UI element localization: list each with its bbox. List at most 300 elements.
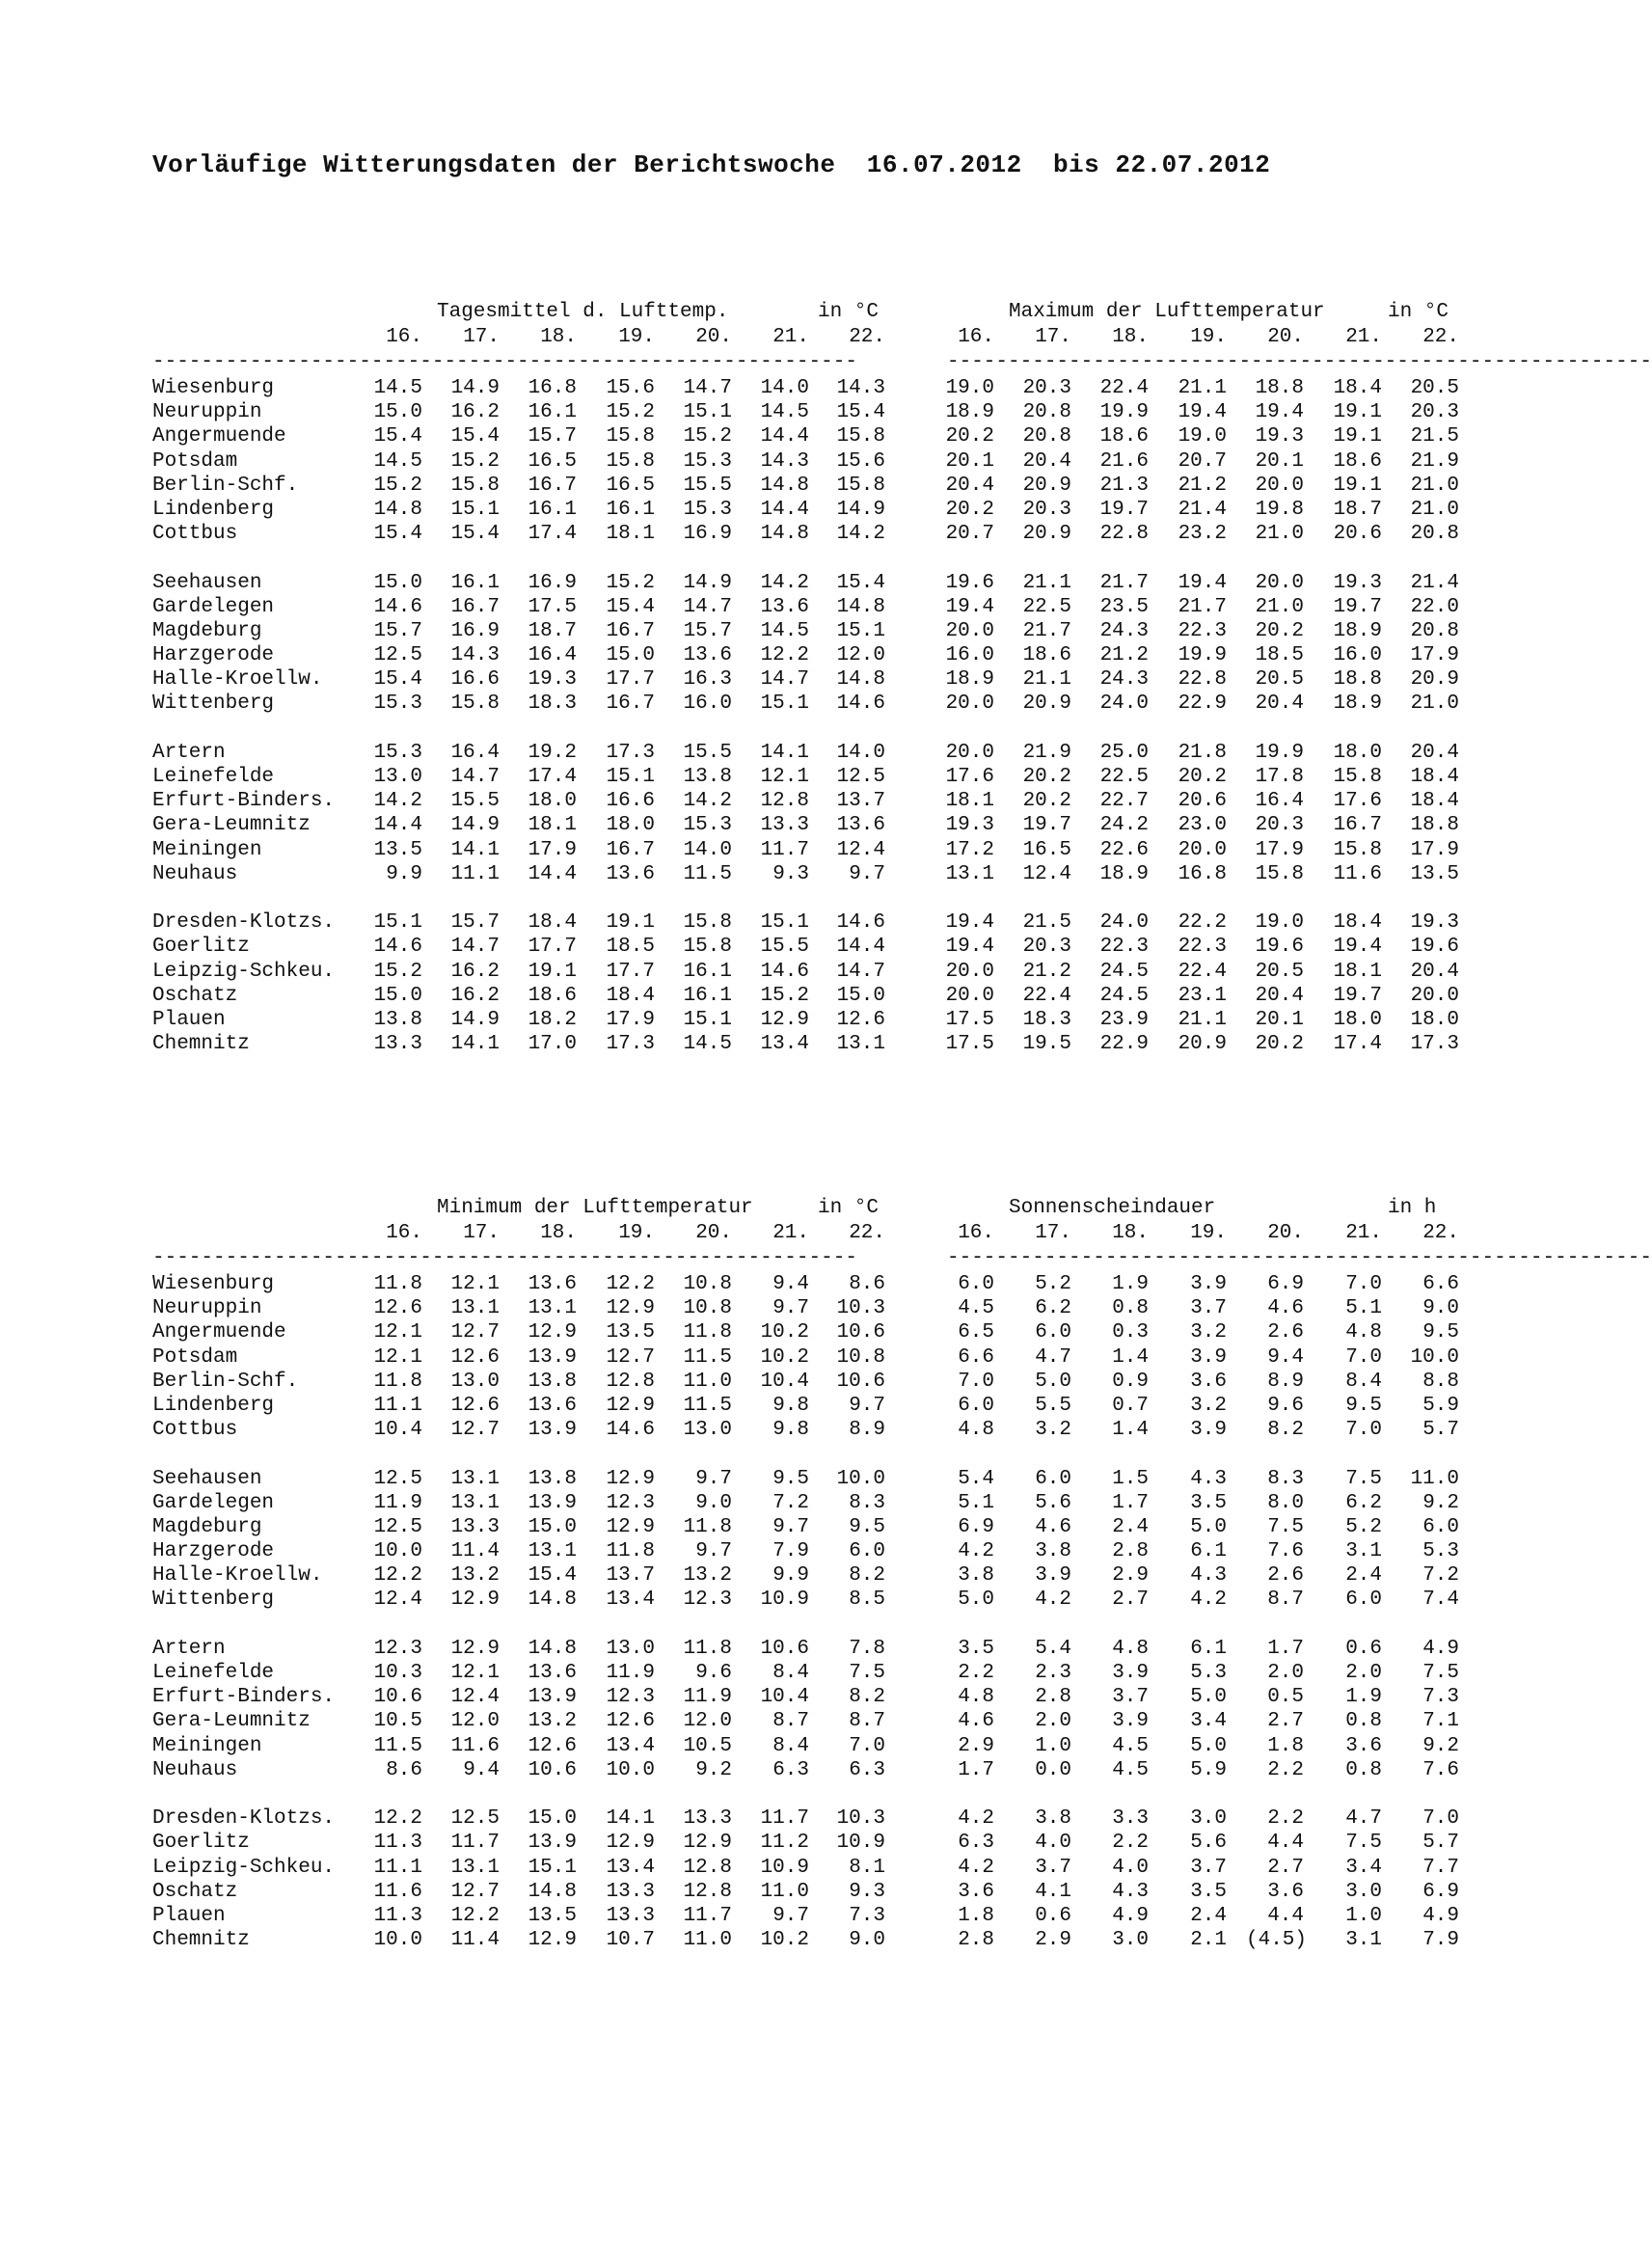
left-value-cell: 13.0 xyxy=(683,1419,732,1442)
left-value-cell: 15.3 xyxy=(683,498,732,521)
left-value-cell: 10.3 xyxy=(836,1297,885,1320)
right-value-cell: 21.1 xyxy=(1022,668,1071,692)
left-value-cell: 14.6 xyxy=(836,911,885,935)
table-row xyxy=(152,498,1464,522)
station-name: Angermuende xyxy=(152,425,286,448)
right-value-cell: 23.5 xyxy=(1099,595,1149,618)
right-value-cell: 3.9 xyxy=(1190,1419,1227,1442)
table-row xyxy=(152,400,1464,424)
table-row xyxy=(152,1008,1464,1032)
right-value-cell: 18.8 xyxy=(1333,668,1382,692)
left-value-cell: 9.5 xyxy=(849,1515,885,1538)
left-value-cell: 12.8 xyxy=(606,1370,655,1393)
right-value-cell: 6.9 xyxy=(1267,1273,1304,1295)
left-value-cell: 14.3 xyxy=(836,377,885,399)
left-value-cell: 11.9 xyxy=(606,1662,655,1684)
table-row xyxy=(152,1467,1464,1491)
right-value-cell: 21.7 xyxy=(1178,595,1227,618)
left-value-cell: 10.7 xyxy=(606,1929,655,1952)
right-section-title: Sonnenscheindauer xyxy=(1009,1197,1216,1219)
left-value-cell: 14.5 xyxy=(373,449,422,473)
left-value-cell: 6.3 xyxy=(772,1758,809,1781)
left-value-cell: 12.9 xyxy=(760,1008,809,1031)
left-value-cell: 14.6 xyxy=(373,595,422,618)
right-value-cell: 20.5 xyxy=(1410,377,1459,399)
left-value-cell: 13.9 xyxy=(528,1491,577,1514)
left-value-cell: 15.4 xyxy=(450,523,500,546)
right-value-cell: 2.0 xyxy=(1035,1710,1071,1733)
right-value-cell: 5.2 xyxy=(1035,1273,1071,1295)
left-value-cell: 13.4 xyxy=(606,1734,655,1757)
left-value-cell: 12.7 xyxy=(450,1321,500,1344)
right-value-cell: 3.8 xyxy=(1035,1540,1071,1563)
right-value-cell: 18.4 xyxy=(1410,766,1459,788)
right-value-cell: 20.2 xyxy=(1178,766,1227,788)
left-value-cell: 12.8 xyxy=(683,1880,732,1903)
left-value-cell: 12.9 xyxy=(450,1589,500,1612)
left-value-cell: 15.1 xyxy=(683,401,732,424)
left-value-cell: 7.5 xyxy=(849,1662,885,1684)
right-value-cell: 1.0 xyxy=(1035,1734,1071,1757)
left-value-cell: 14.5 xyxy=(683,1033,732,1056)
table-row xyxy=(152,1272,1464,1296)
left-unit-label: in °C xyxy=(818,301,880,323)
table-row xyxy=(152,1661,1464,1685)
right-value-cell: 16.7 xyxy=(1333,814,1382,837)
right-value-cell: 25.0 xyxy=(1099,741,1149,764)
right-value-cell: 4.6 xyxy=(958,1710,994,1733)
left-value-cell: 10.2 xyxy=(760,1345,809,1369)
left-value-cell: 18.0 xyxy=(528,790,577,813)
left-value-cell: 15.4 xyxy=(373,523,422,546)
left-value-cell: 14.8 xyxy=(836,668,885,692)
left-value-cell: 15.8 xyxy=(606,425,655,448)
left-value-cell: 17.4 xyxy=(528,766,577,788)
table-row xyxy=(152,1734,1464,1758)
left-value-cell: 11.1 xyxy=(373,1856,422,1879)
right-value-cell: 5.3 xyxy=(1190,1662,1227,1684)
left-value-cell: 15.7 xyxy=(528,425,577,448)
right-value-cell: 19.5 xyxy=(1022,1033,1071,1056)
right-value-cell: 20.0 xyxy=(945,692,994,716)
right-value-cell: 0.6 xyxy=(1035,1904,1071,1927)
right-value-cell: 16.5 xyxy=(1022,838,1071,861)
right-value-cell: 20.9 xyxy=(1022,523,1071,546)
right-value-cell: 7.4 xyxy=(1422,1589,1459,1612)
left-value-cell: 18.7 xyxy=(528,619,577,642)
table-row xyxy=(152,376,1464,400)
left-value-cell: 13.2 xyxy=(528,1710,577,1733)
left-value-cell: 15.0 xyxy=(373,571,422,594)
right-value-cell: 1.7 xyxy=(1267,1637,1304,1660)
table-row xyxy=(152,1032,1464,1056)
left-value-cell: 10.3 xyxy=(373,1662,422,1684)
right-value-cell: 18.0 xyxy=(1333,741,1382,764)
right-value-cell: 4.3 xyxy=(1190,1467,1227,1490)
left-value-cell: 12.2 xyxy=(373,1807,422,1831)
right-value-cell: 3.5 xyxy=(1190,1491,1227,1514)
left-value-cell: 11.3 xyxy=(373,1832,422,1855)
left-value-cell: 16.8 xyxy=(528,377,577,399)
left-value-cell: 14.2 xyxy=(683,790,732,813)
left-value-cell: 17.7 xyxy=(528,936,577,959)
right-value-cell: 21.4 xyxy=(1410,571,1459,594)
left-value-cell: 18.4 xyxy=(528,911,577,935)
left-value-cell: 14.2 xyxy=(836,523,885,546)
left-value-cell: 14.5 xyxy=(373,377,422,399)
left-value-cell: 14.8 xyxy=(373,498,422,521)
right-value-cell: 20.1 xyxy=(1255,1008,1304,1031)
right-value-cell: 3.6 xyxy=(958,1880,994,1903)
right-value-cell: 21.2 xyxy=(1099,644,1149,667)
station-name: Neuruppin xyxy=(152,1297,262,1320)
right-value-cell: 22.3 xyxy=(1099,936,1149,959)
right-value-cell: 16.0 xyxy=(945,644,994,667)
left-value-cell: 17.3 xyxy=(606,741,655,764)
table-row xyxy=(152,1418,1464,1442)
right-value-cell: 17.3 xyxy=(1410,1033,1459,1056)
right-value-cell: 17.6 xyxy=(945,766,994,788)
left-value-cell: 9.8 xyxy=(772,1419,809,1442)
right-value-cell: 20.3 xyxy=(1022,936,1071,959)
left-value-cell: 13.5 xyxy=(606,1321,655,1344)
right-value-cell: 3.2 xyxy=(1190,1321,1227,1344)
right-value-cell: 21.0 xyxy=(1255,523,1304,546)
left-day-header: 20. xyxy=(695,326,732,348)
left-value-cell: 15.8 xyxy=(836,425,885,448)
station-name: Oschatz xyxy=(152,984,238,1007)
left-value-cell: 13.6 xyxy=(606,862,655,885)
right-value-cell: 7.5 xyxy=(1345,1467,1382,1490)
right-value-cell: 5.0 xyxy=(958,1589,994,1612)
table-row xyxy=(152,935,1464,959)
left-value-cell: 11.7 xyxy=(683,1904,732,1927)
right-value-cell: 20.2 xyxy=(1022,766,1071,788)
right-value-cell: 3.6 xyxy=(1190,1370,1227,1393)
left-value-cell: 14.9 xyxy=(683,571,732,594)
right-value-cell: 3.6 xyxy=(1267,1880,1304,1903)
right-value-cell: 5.6 xyxy=(1190,1832,1227,1855)
right-value-cell: 4.3 xyxy=(1112,1880,1149,1903)
left-value-cell: 12.6 xyxy=(528,1734,577,1757)
right-value-cell: 0.3 xyxy=(1112,1321,1149,1344)
left-value-cell: 12.8 xyxy=(683,1856,732,1879)
left-value-cell: 9.0 xyxy=(695,1491,732,1514)
left-value-cell: 12.2 xyxy=(760,644,809,667)
right-value-cell: 20.1 xyxy=(945,449,994,473)
left-value-cell: 12.9 xyxy=(606,1515,655,1538)
left-value-cell: 13.7 xyxy=(606,1564,655,1588)
left-value-cell: 12.0 xyxy=(450,1710,500,1733)
left-value-cell: 14.8 xyxy=(760,474,809,497)
right-value-cell: 21.0 xyxy=(1410,498,1459,521)
right-value-cell: 18.8 xyxy=(1410,814,1459,837)
left-value-cell: 9.7 xyxy=(849,862,885,885)
station-name: Cottbus xyxy=(152,1419,238,1442)
right-value-cell: 7.5 xyxy=(1345,1832,1382,1855)
left-value-cell: 14.3 xyxy=(760,449,809,473)
left-value-cell: 14.1 xyxy=(450,1033,500,1056)
left-value-cell: 10.8 xyxy=(683,1273,732,1295)
left-value-cell: 18.0 xyxy=(606,814,655,837)
left-value-cell: 7.0 xyxy=(849,1734,885,1757)
left-value-cell: 9.4 xyxy=(772,1273,809,1295)
left-value-cell: 14.7 xyxy=(450,936,500,959)
left-unit-label: in °C xyxy=(818,1197,880,1219)
left-value-cell: 13.5 xyxy=(373,838,422,861)
right-value-cell: 18.6 xyxy=(1022,644,1071,667)
station-name: Angermuende xyxy=(152,1321,286,1344)
table-row xyxy=(152,643,1464,667)
right-value-cell: 6.0 xyxy=(958,1394,994,1417)
station-name: Artern xyxy=(152,741,226,764)
left-value-cell: 10.0 xyxy=(606,1758,655,1781)
left-value-cell: 14.5 xyxy=(760,619,809,642)
right-value-cell: 4.5 xyxy=(1112,1734,1149,1757)
right-day-header: 22. xyxy=(1422,326,1459,348)
left-value-cell: 10.6 xyxy=(836,1370,885,1393)
left-value-cell: 7.2 xyxy=(772,1491,809,1514)
right-value-cell: 19.4 xyxy=(1333,936,1382,959)
left-value-cell: 12.5 xyxy=(836,766,885,788)
right-value-cell: 21.1 xyxy=(1178,1008,1227,1031)
station-name: Goerlitz xyxy=(152,936,250,959)
left-value-cell: 9.7 xyxy=(849,1394,885,1417)
left-value-cell: 18.5 xyxy=(606,936,655,959)
left-value-cell: 11.5 xyxy=(683,1345,732,1369)
right-value-cell: 21.5 xyxy=(1410,425,1459,448)
right-value-cell: 20.3 xyxy=(1022,498,1071,521)
right-value-cell: 24.5 xyxy=(1099,960,1149,983)
right-value-cell: 20.4 xyxy=(1410,741,1459,764)
left-day-header: 17. xyxy=(463,326,500,348)
left-value-cell: 13.8 xyxy=(373,1008,422,1031)
left-value-cell: 15.1 xyxy=(606,766,655,788)
right-value-cell: 24.3 xyxy=(1099,619,1149,642)
left-value-cell: 13.7 xyxy=(836,790,885,813)
left-value-cell: 16.4 xyxy=(450,741,500,764)
right-value-cell: 4.5 xyxy=(1112,1758,1149,1781)
right-value-cell: 7.6 xyxy=(1267,1540,1304,1563)
left-value-cell: 12.1 xyxy=(373,1321,422,1344)
left-value-cell: 18.1 xyxy=(606,523,655,546)
left-day-header: 19. xyxy=(618,1222,655,1244)
left-value-cell: 18.6 xyxy=(528,984,577,1007)
left-value-cell: 10.4 xyxy=(760,1686,809,1709)
station-name: Potsdam xyxy=(152,449,238,473)
right-value-cell: 6.5 xyxy=(958,1321,994,1344)
group-spacer xyxy=(152,1613,1464,1637)
right-value-cell: 19.0 xyxy=(1255,911,1304,935)
right-value-cell: 19.4 xyxy=(945,595,994,618)
right-value-cell: 20.7 xyxy=(945,523,994,546)
right-value-cell: 2.6 xyxy=(1267,1564,1304,1588)
left-value-cell: 11.8 xyxy=(683,1321,732,1344)
left-value-cell: 11.8 xyxy=(683,1637,732,1660)
right-value-cell: 2.2 xyxy=(1267,1758,1304,1781)
right-value-cell: 9.5 xyxy=(1345,1394,1382,1417)
right-value-cell: 18.5 xyxy=(1255,644,1304,667)
right-value-cell: 3.1 xyxy=(1345,1540,1382,1563)
right-value-cell: 4.9 xyxy=(1112,1904,1149,1927)
right-value-cell: 3.8 xyxy=(958,1564,994,1588)
left-value-cell: 13.4 xyxy=(606,1589,655,1612)
right-value-cell: 9.0 xyxy=(1422,1297,1459,1320)
left-value-cell: 16.7 xyxy=(528,474,577,497)
station-name: Wiesenburg xyxy=(152,1273,275,1295)
station-name: Wittenberg xyxy=(152,1589,275,1612)
right-value-cell: 4.5 xyxy=(958,1297,994,1320)
left-value-cell: 15.2 xyxy=(373,474,422,497)
left-value-cell: 16.5 xyxy=(528,449,577,473)
left-value-cell: 14.8 xyxy=(528,1589,577,1612)
right-value-cell: 22.9 xyxy=(1178,692,1227,716)
left-value-cell: 15.8 xyxy=(683,936,732,959)
left-value-cell: 11.4 xyxy=(450,1929,500,1952)
left-value-cell: 17.0 xyxy=(528,1033,577,1056)
left-value-cell: 15.1 xyxy=(450,498,500,521)
left-value-cell: 13.3 xyxy=(450,1515,500,1538)
station-name: Berlin-Schf. xyxy=(152,474,299,497)
table-row xyxy=(152,1880,1464,1904)
right-value-cell: 5.0 xyxy=(1190,1515,1227,1538)
right-value-cell: 22.4 xyxy=(1022,984,1071,1007)
right-value-cell: 18.0 xyxy=(1333,1008,1382,1031)
left-value-cell: 16.2 xyxy=(450,984,500,1007)
right-value-cell: 4.8 xyxy=(958,1419,994,1442)
right-value-cell: 8.7 xyxy=(1267,1589,1304,1612)
right-unit-label: in h xyxy=(1388,1197,1437,1219)
right-value-cell: 2.1 xyxy=(1190,1929,1227,1952)
left-value-cell: 13.6 xyxy=(760,595,809,618)
right-value-cell: 17.5 xyxy=(945,1033,994,1056)
table-row xyxy=(152,741,1464,765)
right-value-cell: 20.8 xyxy=(1022,425,1071,448)
right-value-cell: 1.4 xyxy=(1112,1419,1149,1442)
table-row xyxy=(152,474,1464,498)
left-section-title: Tagesmittel d. Lufttemp. xyxy=(437,301,729,323)
station-name: Erfurt-Binders. xyxy=(152,790,336,813)
left-value-cell: 13.6 xyxy=(683,644,732,667)
left-value-cell: 12.5 xyxy=(373,644,422,667)
right-value-cell: 4.1 xyxy=(1035,1880,1071,1903)
right-value-cell: 11.0 xyxy=(1410,1467,1459,1490)
left-value-cell: 11.7 xyxy=(760,838,809,861)
left-value-cell: 12.6 xyxy=(450,1394,500,1417)
left-value-cell: 13.0 xyxy=(606,1637,655,1660)
right-value-cell: 18.9 xyxy=(945,668,994,692)
right-value-cell: 4.2 xyxy=(958,1807,994,1831)
right-value-cell: 3.4 xyxy=(1345,1856,1382,1879)
right-value-cell: 3.9 xyxy=(1035,1564,1071,1588)
station-name: Harzgerode xyxy=(152,1540,275,1563)
right-day-header: 19. xyxy=(1190,1222,1227,1244)
left-value-cell: 13.3 xyxy=(683,1807,732,1831)
right-value-cell: 21.0 xyxy=(1255,595,1304,618)
left-value-cell: 16.9 xyxy=(528,571,577,594)
left-value-cell: 15.7 xyxy=(450,911,500,935)
right-value-cell: 8.4 xyxy=(1345,1370,1382,1393)
table-row xyxy=(152,1394,1464,1418)
left-value-cell: 11.3 xyxy=(373,1904,422,1927)
left-value-cell: 13.9 xyxy=(528,1832,577,1855)
left-value-cell: 8.2 xyxy=(849,1564,885,1588)
left-value-cell: 15.5 xyxy=(683,741,732,764)
right-value-cell: 3.1 xyxy=(1345,1929,1382,1952)
station-name: Berlin-Schf. xyxy=(152,1370,299,1393)
left-value-cell: 7.3 xyxy=(849,1904,885,1927)
right-day-header: 20. xyxy=(1267,326,1304,348)
left-value-cell: 10.2 xyxy=(760,1929,809,1952)
right-value-cell: 8.9 xyxy=(1267,1370,1304,1393)
right-value-cell: 6.2 xyxy=(1345,1491,1382,1514)
temperature-mean-max-block xyxy=(152,301,1652,1056)
station-name: Meiningen xyxy=(152,838,262,861)
station-name: Magdeburg xyxy=(152,1515,262,1538)
right-value-cell: 2.6 xyxy=(1267,1321,1304,1344)
right-value-cell: 24.0 xyxy=(1099,692,1149,716)
table-row xyxy=(152,1491,1464,1515)
left-value-cell: 8.4 xyxy=(772,1734,809,1757)
left-value-cell: 9.7 xyxy=(695,1540,732,1563)
right-value-cell: 9.2 xyxy=(1422,1734,1459,1757)
right-value-cell: 9.2 xyxy=(1422,1491,1459,1514)
left-value-cell: 17.7 xyxy=(606,960,655,983)
left-value-cell: 11.0 xyxy=(760,1880,809,1903)
left-value-cell: 8.7 xyxy=(849,1710,885,1733)
left-day-header: 16. xyxy=(386,326,422,348)
left-value-cell: 12.9 xyxy=(606,1467,655,1490)
left-value-cell: 9.9 xyxy=(772,1564,809,1588)
left-value-cell: 8.9 xyxy=(849,1419,885,1442)
right-value-cell: 20.5 xyxy=(1255,668,1304,692)
left-value-cell: 15.0 xyxy=(528,1807,577,1831)
right-value-cell: 22.5 xyxy=(1099,766,1149,788)
left-value-cell: 16.9 xyxy=(683,523,732,546)
left-value-cell: 16.1 xyxy=(450,571,500,594)
right-value-cell: 20.3 xyxy=(1022,377,1071,399)
table-row xyxy=(152,960,1464,984)
right-value-cell: 24.2 xyxy=(1099,814,1149,837)
right-value-cell: 2.4 xyxy=(1190,1904,1227,1927)
station-name: Lindenberg xyxy=(152,498,275,521)
right-value-cell: 18.0 xyxy=(1410,1008,1459,1031)
right-value-cell: 20.0 xyxy=(945,984,994,1007)
right-value-cell: 20.4 xyxy=(1255,692,1304,716)
right-value-cell: 18.4 xyxy=(1333,377,1382,399)
left-value-cell: 13.4 xyxy=(760,1033,809,1056)
right-value-cell: 0.8 xyxy=(1345,1710,1382,1733)
right-value-cell: 19.3 xyxy=(1255,425,1304,448)
left-value-cell: 13.8 xyxy=(528,1467,577,1490)
right-value-cell: (4.5) xyxy=(1246,1929,1308,1952)
station-name: Magdeburg xyxy=(152,619,262,642)
table-row xyxy=(152,1539,1464,1563)
left-day-header: 21. xyxy=(772,326,809,348)
left-value-cell: 10.5 xyxy=(373,1710,422,1733)
left-separator: ---------------------------------------------------------- xyxy=(152,351,857,373)
right-value-cell: 6.6 xyxy=(958,1345,994,1369)
station-name: Seehausen xyxy=(152,571,262,594)
right-value-cell: 3.9 xyxy=(1190,1273,1227,1295)
left-value-cell: 15.1 xyxy=(683,1008,732,1031)
station-name: Potsdam xyxy=(152,1345,238,1369)
left-value-cell: 7.8 xyxy=(849,1637,885,1660)
right-value-cell: 5.9 xyxy=(1190,1758,1227,1781)
right-value-cell: 21.3 xyxy=(1099,474,1149,497)
right-value-cell: 22.0 xyxy=(1410,595,1459,618)
right-value-cell: 20.0 xyxy=(945,741,994,764)
